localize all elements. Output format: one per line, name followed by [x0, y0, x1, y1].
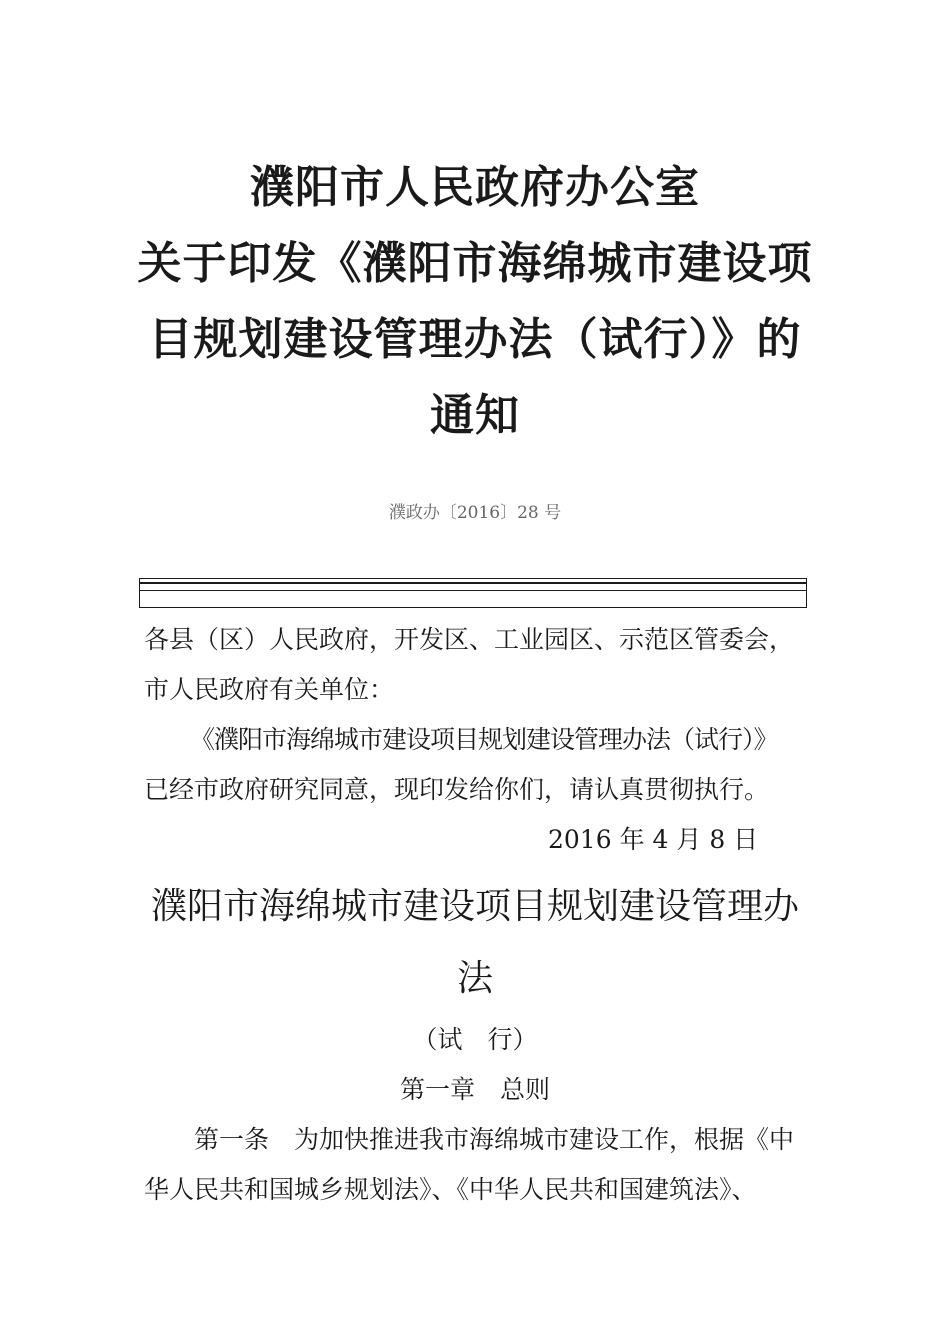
issue-date: 2016 年 4 月 8 日: [548, 825, 759, 854]
header-divider: [139, 578, 807, 608]
notice-line-1: 《濮阳市海绵城市建设项目规划建设管理办法（试行）》: [190, 725, 778, 754]
double-rule-line: [140, 582, 806, 591]
title-line-3: 目规划建设管理办法（试行）》的: [148, 314, 802, 365]
title-line-2: 关于印发《濮阳市海绵城市建设项: [137, 238, 813, 289]
chapter-heading: 第一章 总则: [399, 1075, 550, 1104]
law-title-line-2: 法: [456, 958, 493, 999]
addressee-line-2: 市人民政府有关单位：: [144, 675, 395, 704]
title-line-4: 通知: [430, 390, 520, 441]
document-title: [130, 150, 820, 454]
notice-line-2: 已经市政府研究同意，现印发给你们，请认真贯彻执行。: [144, 775, 770, 804]
title-line-1: 濮阳市人民政府办公室: [250, 162, 700, 213]
law-subtitle: （试 行）: [412, 1025, 538, 1054]
document-number: 濮政办〔2016〕28 号: [388, 503, 562, 523]
article-line-2: 华人民共和国城乡规划法》、《中华人民共和国建筑法》、: [144, 1175, 757, 1204]
addressee-line-1: 各县（区）人民政府，开发区、工业园区、示范区管委会，: [144, 625, 795, 654]
article-line-1: 第一条 为加快推进我市海绵城市建设工作，根据《中: [194, 1125, 795, 1154]
law-title-line-1: 濮阳市海绵城市建设项目规划建设管理办: [150, 886, 799, 927]
